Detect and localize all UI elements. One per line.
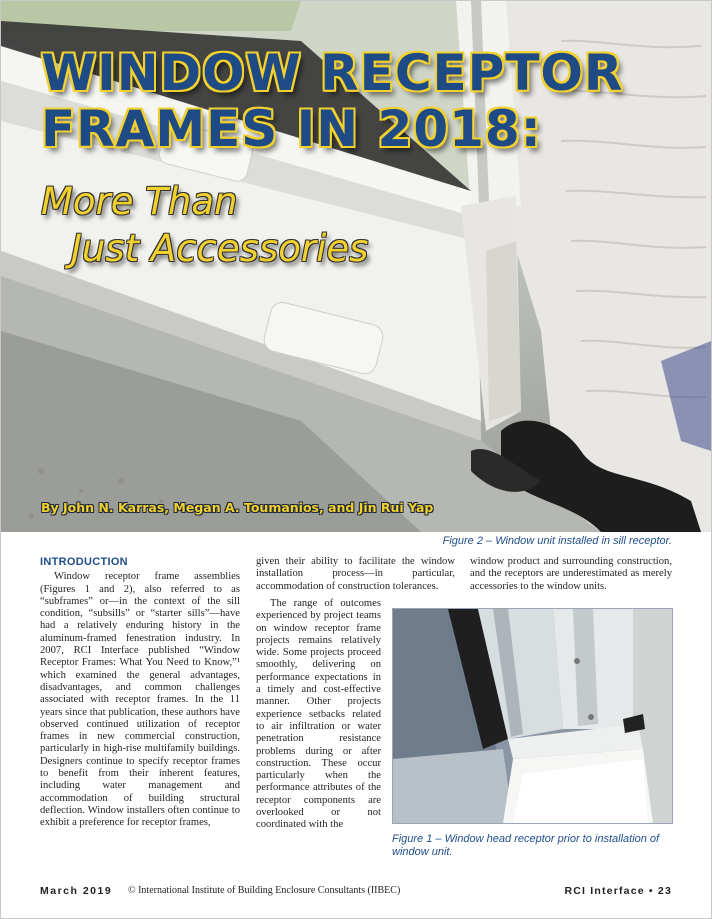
- figure-2-caption: Figure 2 – Window unit installed in sill receptor.: [442, 535, 672, 547]
- column-2-narrow: [256, 598, 381, 832]
- paragraph-continued: given their ability to facilitate the window installation process—in particular, accommodation of construction tolerances.: [256, 556, 455, 592]
- column-2-top: [256, 556, 455, 593]
- article-title: [41, 45, 623, 157]
- paragraph-column-3: window product and surrounding construction, and the receptors are underestimated as merely accessories to the window units.: [470, 556, 672, 592]
- section-heading: INTRODUCTION: [40, 556, 128, 568]
- column-1: [40, 556, 240, 830]
- column-3: [470, 556, 672, 593]
- subtitle-line-1: More Than: [41, 180, 238, 223]
- paragraph-outcomes: The range of outcomes experienced by project teams on window receptor frame projects remains relatively wide. Some projects proceed smoothly, delivering on performance expectations in a timely and cost-effective manner. Other projects experience setbacks related to air infiltration or water penetration resistance problems during or after construction. These occur particularly when the performance attributes of the receptor components are overlooked or not coordinated with the: [256, 598, 381, 831]
- footer-issue-date: March 2019: [40, 885, 113, 897]
- page-footer: [40, 885, 672, 901]
- figure-1-photo: [392, 608, 673, 824]
- figure-1-caption: Figure 1 – Window head receptor prior to installation of window unit.: [392, 833, 660, 858]
- paragraph-intro: Window receptor frame assemblies (Figures 1 and 2), also referred to as “subframes” or—in the context of the sill condition, “subsills” or “starter sills”—have had a relatively enduring history in the aluminum-framed fenestration industry. In 2007, RCI Interface published “Window Receptor Frames: What You Need to Know,”¹ which examined the general advantages, disadvantages, and common challenges associated with receptor frames. In the 11 years since that publication, these authors have observed continued utilization of receptor frames in new commercial construction, particularly in high-rise multifamily buildings. Designers continue to specify receptor frames to benefit from their inherent features, including water management and accommodation of building structural deflection. Window installers often continue to exhibit a preference for receptor frames,: [40, 571, 240, 829]
- subtitle-line-2: Just Accessories: [71, 227, 369, 270]
- hero-photo: [1, 1, 711, 532]
- footer-journal-page: RCI Interface • 23: [564, 885, 672, 897]
- title-line-1: WINDOW RECEPTOR: [41, 44, 624, 102]
- title-line-2: FRAMES IN 2018:: [41, 100, 542, 158]
- footer-copyright: © International Institute of Building Enclosure Consultants (IIBEC): [128, 885, 401, 896]
- window-head-receptor-photo: [393, 609, 672, 823]
- author-byline: By John N. Karras, Megan A. Toumanios, and Jin Rui Yap: [41, 500, 434, 515]
